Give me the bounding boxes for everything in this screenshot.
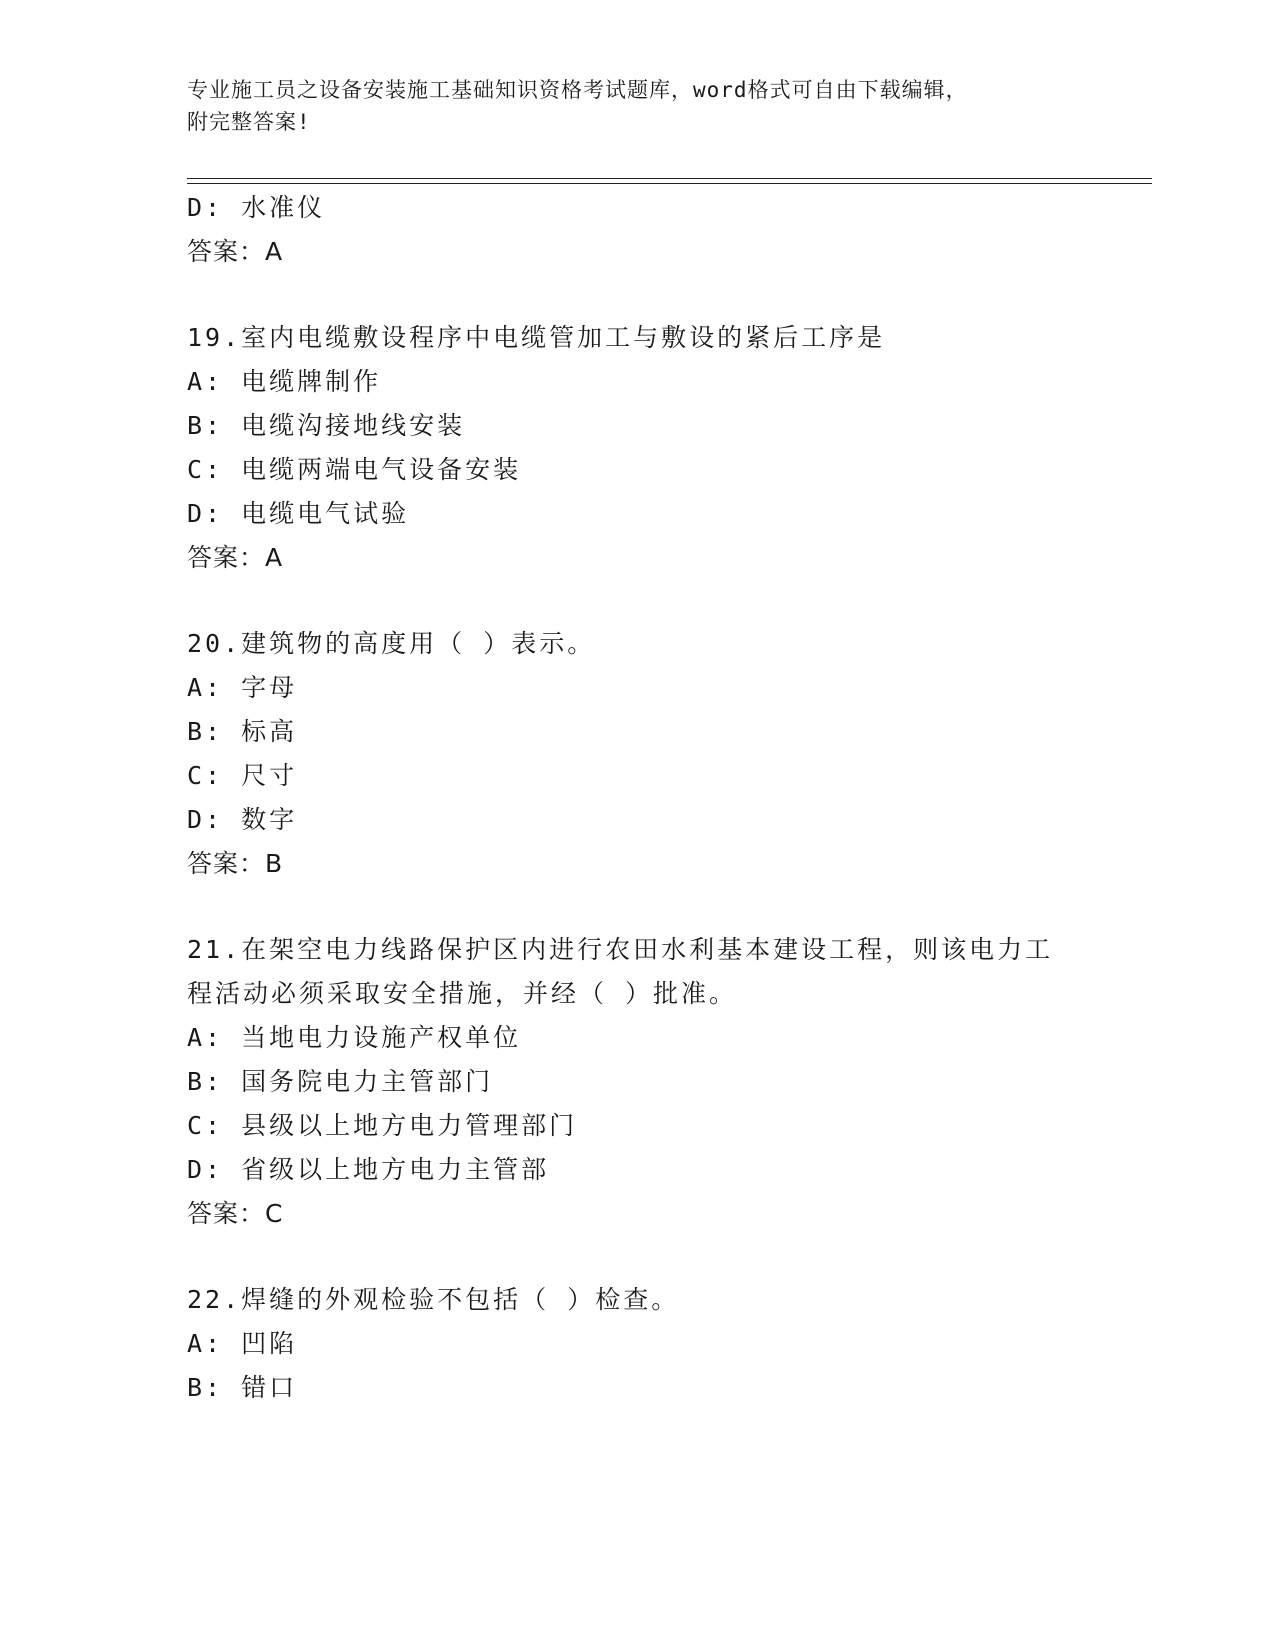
- question-21-option-b: B: 国务院电力主管部门: [187, 1067, 494, 1096]
- question-21-option-c: C: 县级以上地方电力管理部门: [187, 1111, 578, 1140]
- question-22-stem: 22.焊缝的外观检验不包括（ ）检查。: [187, 1285, 680, 1314]
- question-21-option-d: D: 省级以上地方电力主管部: [187, 1155, 550, 1184]
- header-divider-bottom: [187, 183, 1152, 184]
- header-divider-top: [187, 178, 1152, 179]
- document-header: [187, 74, 1087, 138]
- question-21-option-a: A: 当地电力设施产权单位: [187, 1023, 522, 1052]
- question-21-stem-line-2: 程活动必须采取安全措施，并经（ ）批准。: [187, 979, 738, 1008]
- question-20-answer: 答案：B: [187, 849, 284, 878]
- question-19-option-d: D: 电缆电气试验: [187, 499, 410, 528]
- prev-option-d: D: 水准仪: [187, 193, 326, 222]
- question-20-option-d: D: 数字: [187, 805, 298, 834]
- question-20-option-c: C: 尺寸: [187, 761, 298, 790]
- question-21-answer: 答案：C: [187, 1199, 284, 1228]
- question-19-option-c: C: 电缆两端电气设备安装: [187, 455, 522, 484]
- question-19-option-b: B: 电缆沟接地线安装: [187, 411, 466, 440]
- header-line-1: 专业施工员之设备安装施工基础知识资格考试题库，word格式可自由下载编辑，: [187, 78, 968, 102]
- question-22-option-a: A: 凹陷: [187, 1329, 298, 1358]
- header-line-2: 附完整答案!: [187, 110, 311, 134]
- question-19-stem: 19.室内电缆敷设程序中电缆管加工与敷设的紧后工序是: [187, 323, 886, 352]
- question-19-option-a: A: 电缆牌制作: [187, 367, 382, 396]
- question-20-option-a: A: 字母: [187, 673, 298, 702]
- question-21-stem-line-1: 21.在架空电力线路保护区内进行农田水利基本建设工程，则该电力工: [187, 935, 1054, 964]
- question-20-stem: 20.建筑物的高度用（ ）表示。: [187, 629, 596, 658]
- prev-answer: 答案：A: [187, 237, 284, 266]
- question-22-option-b: B: 错口: [187, 1373, 298, 1402]
- question-20-option-b: B: 标高: [187, 717, 298, 746]
- question-19-answer: 答案：A: [187, 543, 284, 572]
